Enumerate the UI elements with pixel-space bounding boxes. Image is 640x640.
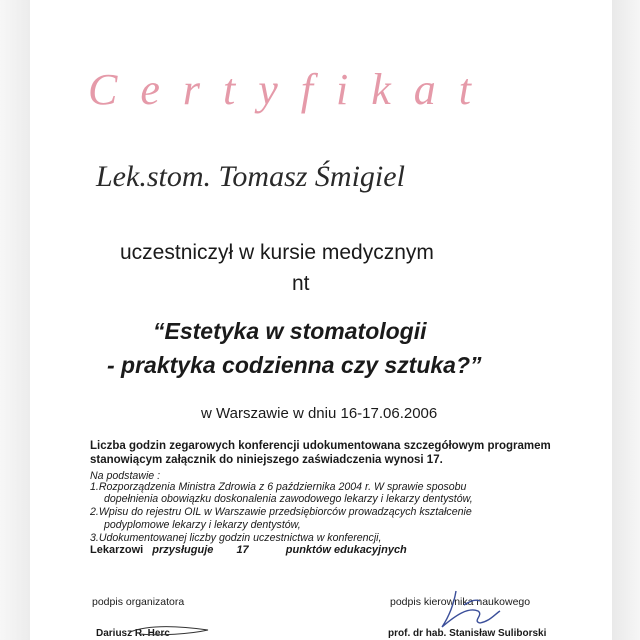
course-topic-line-1: “Estetyka w stomatologii <box>153 318 427 344</box>
basis-item-2-cont: podyplomowe lekarzy i lekarzy dentystów, <box>104 519 301 531</box>
scan-left-margin <box>0 0 30 640</box>
basis-item-3: 3.Udokumentowanej liczby godzin uczestnictwa w konferencji, <box>90 532 382 544</box>
basis-item-1-cont: dopełnienia obowiązku doskonalenia zawodowego lekarzy i lekarzy dentystów, <box>104 493 473 505</box>
hours-line-1: Liczba godzin zegarowych konferencji udokumentowana szczegółowym programem <box>90 440 551 452</box>
basis-item-2: 2.Wpisu do rejestru OIL w Warszawie przedsiębiorców prowadzących kształcenie <box>90 506 472 518</box>
scientific-head-name: prof. dr hab. Stanisław Suliborski <box>388 628 547 639</box>
points-verb: przysługuje <box>152 544 214 556</box>
certificate-title: Certyfikat <box>88 65 494 114</box>
organizer-signature <box>120 620 220 640</box>
topic-prefix: nt <box>292 272 310 295</box>
points-suffix: punktów edukacyjnych <box>285 544 407 556</box>
organizer-signature-label: podpis organizatora <box>92 596 185 608</box>
basis-item-1: 1.Rozporządzenia Ministra Zdrowia z 6 października 2004 r. W sprawie sposobu <box>90 481 467 493</box>
hours-line-2: stanowiącym załącznik do niniejszego zaświadczenia wynosi 17. <box>90 454 443 466</box>
education-points <box>90 544 407 556</box>
organizer-name: Dariusz R. Herc <box>96 628 170 639</box>
recipient-name: Lek.stom. Tomasz Śmigiel <box>96 160 405 193</box>
scientific-head-signature-label: podpis kierownika naukowego <box>390 596 531 608</box>
points-prefix: Lekarzowi <box>90 544 144 556</box>
hours-statement <box>90 439 570 467</box>
basis-label: Na podstawie : <box>90 470 161 482</box>
points-count: 17 <box>236 544 249 556</box>
scan-right-margin <box>612 0 640 640</box>
course-topic-line-2: - praktyka codzienna czy sztuka?” <box>107 352 482 378</box>
date-and-place: w Warszawie w dniu 16-17.06.2006 <box>201 405 438 422</box>
attendance-statement: uczestniczył w kursie medycznym <box>120 241 434 264</box>
